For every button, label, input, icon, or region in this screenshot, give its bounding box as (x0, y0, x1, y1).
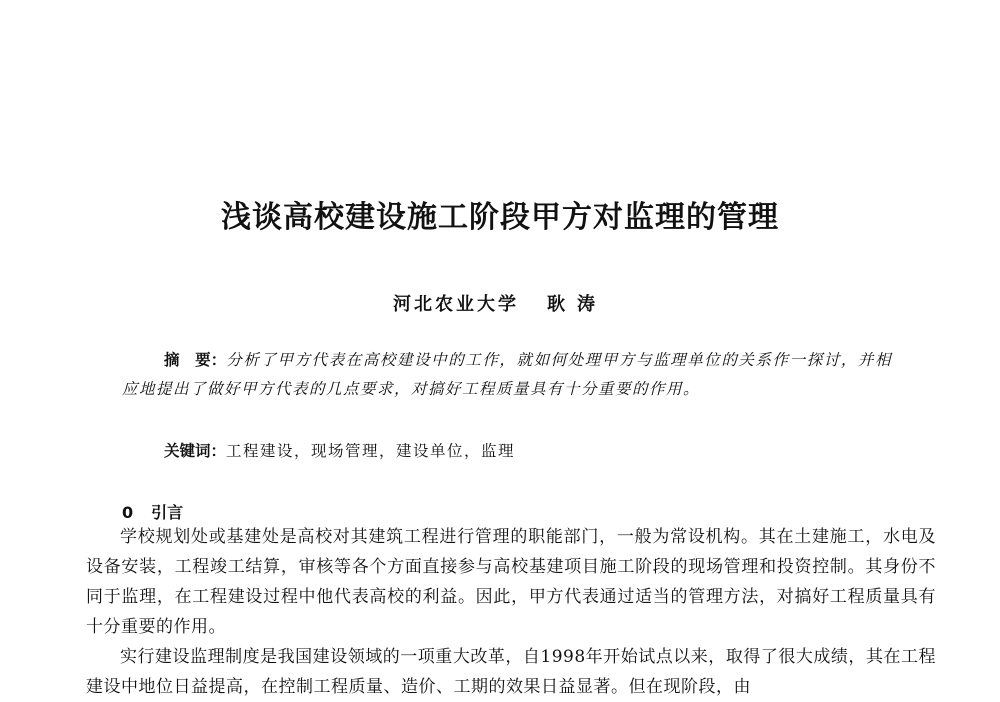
paragraph: 学校规划处或基建处是高校对其建筑工程进行管理的职能部门，一般为常设机构。其在土建施工，水电及设备安装，工程竣工结算，审核等各个方面直接参与高校基建项目施工阶段的现场管理和投资控制。其身份不同于监理，在工程建设过程中他代表高校的利益。因此，甲方代表通过适当的管理方法，对搞好工程质量具有十分重要的作用。 (86, 527, 936, 637)
affiliation: 河北农业大学 (393, 294, 519, 315)
keywords (164, 438, 515, 464)
keywords-label: 关键词： (164, 442, 227, 460)
author-line (0, 290, 1000, 316)
abstract (122, 346, 892, 404)
author-name: 耿涛 (547, 294, 607, 315)
paper-title: 浅谈高校建设施工阶段甲方对监理的管理 (221, 200, 779, 235)
section-heading (122, 500, 183, 523)
abstract-label: 摘 要： (164, 351, 227, 369)
keywords-text: 工程建设，现场管理，建设单位，监理 (226, 442, 516, 460)
body-text (86, 522, 936, 702)
section-title: 引言 (151, 503, 184, 522)
abstract-text: 分析了甲方代表在高校建设中的工作，就如何处理甲方与监理单位的关系作一探讨，并相应地提出了做好甲方代表的几点要求，对搞好工程质量具有十分重要的作用。 (122, 351, 892, 398)
section-number: 0 (122, 503, 134, 522)
paragraph: 实行建设监理制度是我国建设领域的一项重大改革，自1998年开始试点以来，取得了很大成绩，其在工程建设中地位日益提高，在控制工程质量、造价、工期的效果日益显著。但在现阶段，由 (86, 647, 936, 697)
